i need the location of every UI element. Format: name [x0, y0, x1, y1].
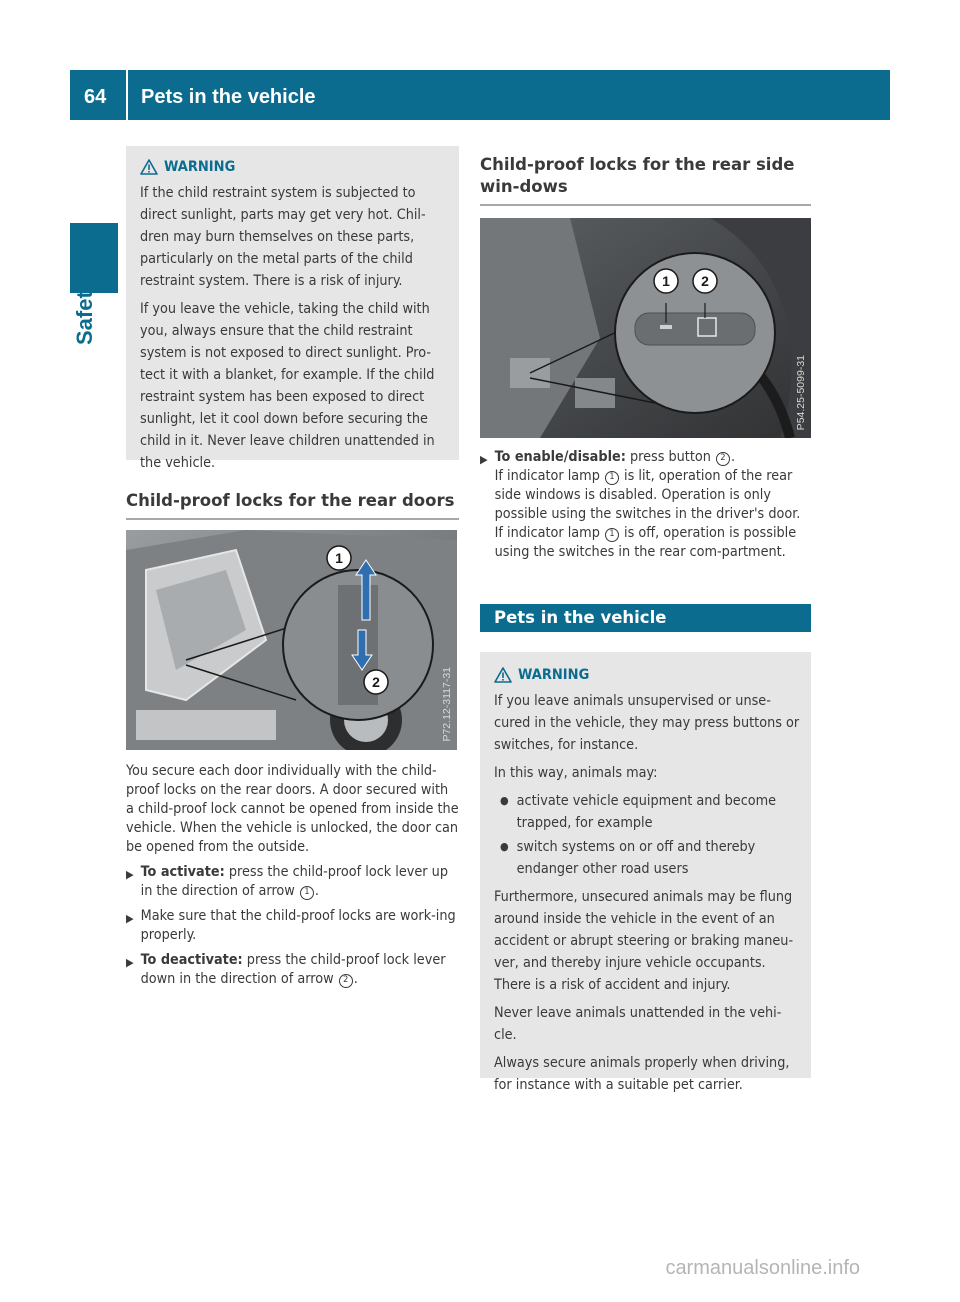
- pets-section-band: Pets in the vehicle: [480, 604, 811, 632]
- step-item: [480, 448, 811, 562]
- warning-label: WARNING: [164, 159, 236, 175]
- chapter-label: Safety: [72, 278, 97, 345]
- window-lock-figure: [480, 218, 811, 438]
- warning-triangle-icon: [140, 159, 158, 175]
- header-divider: [126, 70, 128, 120]
- rear-door-figure: [126, 530, 457, 750]
- section-title: Child-proof locks for the rear doors: [126, 490, 459, 520]
- warning-paragraph: In this way, animals may:: [494, 765, 658, 781]
- callout-ref: 1: [300, 886, 314, 900]
- warning-label: WARNING: [518, 667, 590, 683]
- warning-box: [126, 146, 459, 471]
- figure-callout: 1: [335, 550, 343, 566]
- callout-ref: 2: [716, 452, 730, 466]
- step-label: To enable/disable:: [494, 449, 626, 465]
- bullet-item: [494, 790, 801, 834]
- step-text: If indicator lamp: [494, 468, 604, 484]
- rear-door-illustration: [126, 530, 457, 750]
- figure-code: P54.25-5099-31: [795, 354, 807, 430]
- warning-paragraph: Furthermore, unsecured animals may be flung around inside the vehicle in the event of an accident or abrupt steering or braking maneu-ver, and thereby injure vehicle occupants. There is a risk of accident and injury.: [494, 889, 794, 993]
- step-text: is off, operation is possible using the switches in the rear com-partment.: [494, 525, 797, 560]
- step-item: [126, 907, 459, 945]
- step-text: .: [353, 971, 358, 987]
- warning-paragraph: If you leave the vehicle, taking the child with you, always ensure that the child restraint system is not exposed to direct sunlight. Pro-tect it with a blanket, for example. If the child restraint system has been exposed to direct sunlight, let it cool down before securing the child in it. Never leave children unattended in the vehicle.: [140, 301, 435, 471]
- left-column: [126, 146, 459, 989]
- right-column: [480, 154, 811, 1093]
- step-arrow-icon: ▶: [126, 868, 134, 881]
- step-arrow-icon: ▶: [126, 956, 134, 969]
- bullet-text: activate vehicle equipment and become trapped, for example: [516, 793, 777, 831]
- step-text: press the child-proof lock lever up in the direction of arrow: [140, 864, 449, 899]
- bullet-icon: ●: [500, 840, 509, 853]
- page-number: 64: [84, 86, 107, 108]
- bullet-text: switch systems on or off and thereby endanger other road users: [516, 839, 756, 877]
- step-item: [126, 863, 459, 901]
- callout-ref: 2: [339, 974, 353, 988]
- callout-ref: 1: [605, 471, 619, 485]
- step-arrow-icon: ▶: [126, 912, 134, 925]
- step-text: .: [731, 449, 736, 465]
- step-label: To deactivate:: [140, 952, 243, 968]
- bullet-item: [494, 836, 801, 880]
- figure-callout: 2: [701, 273, 709, 289]
- warning-paragraph: Always secure animals properly when driving, for instance with a suitable pet carrier.: [494, 1055, 790, 1093]
- figure-callout: 2: [372, 674, 380, 690]
- page-title: Pets in the vehicle: [141, 86, 316, 108]
- step-text: .: [314, 883, 319, 899]
- figure-callout: 1: [662, 273, 670, 289]
- step-arrow-icon: ▶: [480, 453, 488, 466]
- step-text: Make sure that the child-proof locks are work-ing properly.: [140, 908, 456, 943]
- footer-watermark: carmanualsonline.info: [665, 1257, 860, 1279]
- window-lock-illustration: [480, 218, 811, 438]
- warning-heading: [494, 664, 801, 686]
- warning-paragraph: Never leave animals unattended in the vehi-cle.: [494, 1005, 782, 1043]
- step-text: press the child-proof lock lever down in the direction of arrow: [140, 952, 446, 987]
- step-text: press button: [625, 449, 715, 465]
- step-item: [126, 951, 459, 989]
- step-label: To activate:: [140, 864, 225, 880]
- step-text: is lit, operation of the rear side windows is disabled. Operation is only possible using the switches in the driver's door. If indicator lamp: [494, 468, 801, 541]
- intro-paragraph: You secure each door individually with the child-proof locks on the rear doors. A door secured with a child-proof lock cannot be opened from inside the vehicle. When the vehicle is unlocked, the door can be opened from the outside.: [126, 763, 459, 855]
- figure-code: P72.12-3117-31: [441, 667, 453, 742]
- callout-ref: 1: [605, 528, 619, 542]
- section-title: Child-proof locks for the rear side win-dows: [480, 154, 811, 206]
- warning-paragraph: If the child restraint system is subjected to direct sunlight, parts may get very hot. Chil-dren may burn themselves on these parts, particularly on the metal parts of the child restraint system. There is a risk of injury.: [140, 185, 426, 289]
- warning-triangle-icon: [494, 667, 512, 683]
- bullet-icon: ●: [500, 794, 509, 807]
- warning-heading: [140, 156, 449, 178]
- warning-box: [480, 652, 811, 1093]
- warning-paragraph: If you leave animals unsupervised or unse-cured in the vehicle, they may press buttons or switches, for instance.: [494, 693, 800, 753]
